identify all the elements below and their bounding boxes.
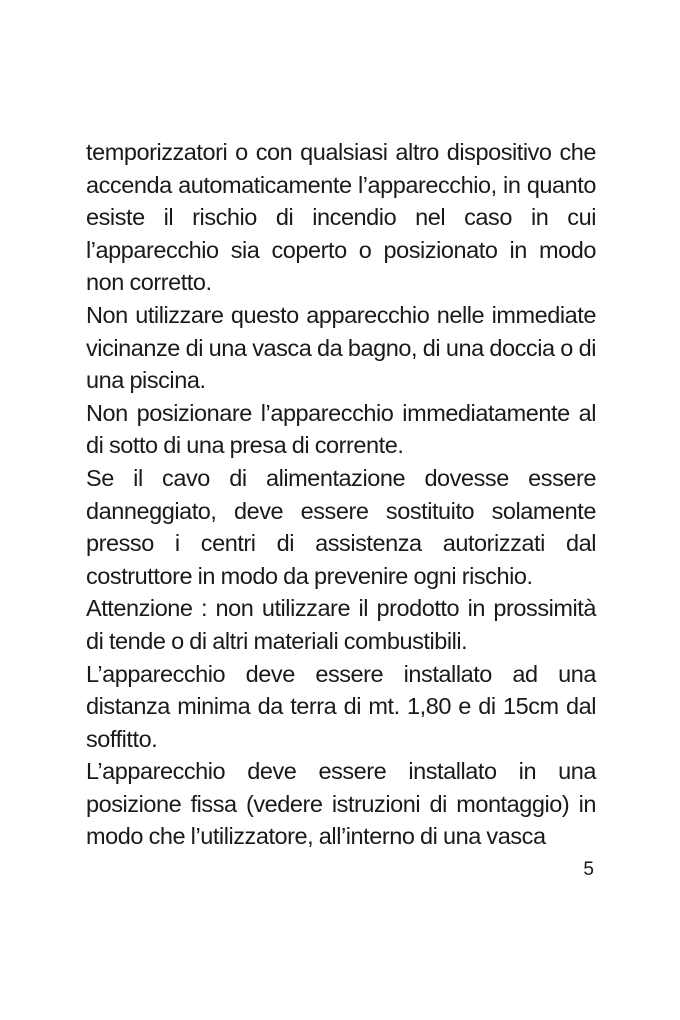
manual-page-body <box>86 136 596 853</box>
paragraph-curtain-warning: Attenzione : non utilizzare il prodotto in prossimità di tende o di altri materiali combustibili. <box>86 595 596 654</box>
paragraph-installation-distance: L’apparecchio deve essere installato ad una distanza minima da terra di mt. 1,80 e di 15cm dal soffitto. <box>86 660 596 752</box>
paragraph-fixed-position: L’apparecchio deve essere installato in una posizione fissa (vedere istruzioni di montaggio) in modo che l’utilizzatore, all’interno di una vasca <box>86 758 596 850</box>
paragraph-socket-warning: Non posizionare l’apparecchio immediatamente al di sotto di una presa di corrente. <box>86 399 596 459</box>
paragraph-cable-warning: Se il cavo di alimentazione dovesse essere danneggiato, deve essere sostituito solamente presso i centri di assistenza autorizzati dal costruttore in modo da prevenire ogni rischio. <box>86 464 596 589</box>
page-number: 5 <box>583 859 594 880</box>
paragraph-bath-warning: Non utilizzare questo apparecchio nelle immediate vicinanze di una vasca da bagno, di una doccia o di una piscina. <box>86 301 596 394</box>
paragraph-timer-warning: temporizzatori o con qualsiasi altro dispositivo che accenda automaticamente l’apparecchio, in quanto esiste il rischio di incendio nel caso in cui l’apparecchio sia coperto o posizionato in modo non corretto. <box>86 139 596 296</box>
